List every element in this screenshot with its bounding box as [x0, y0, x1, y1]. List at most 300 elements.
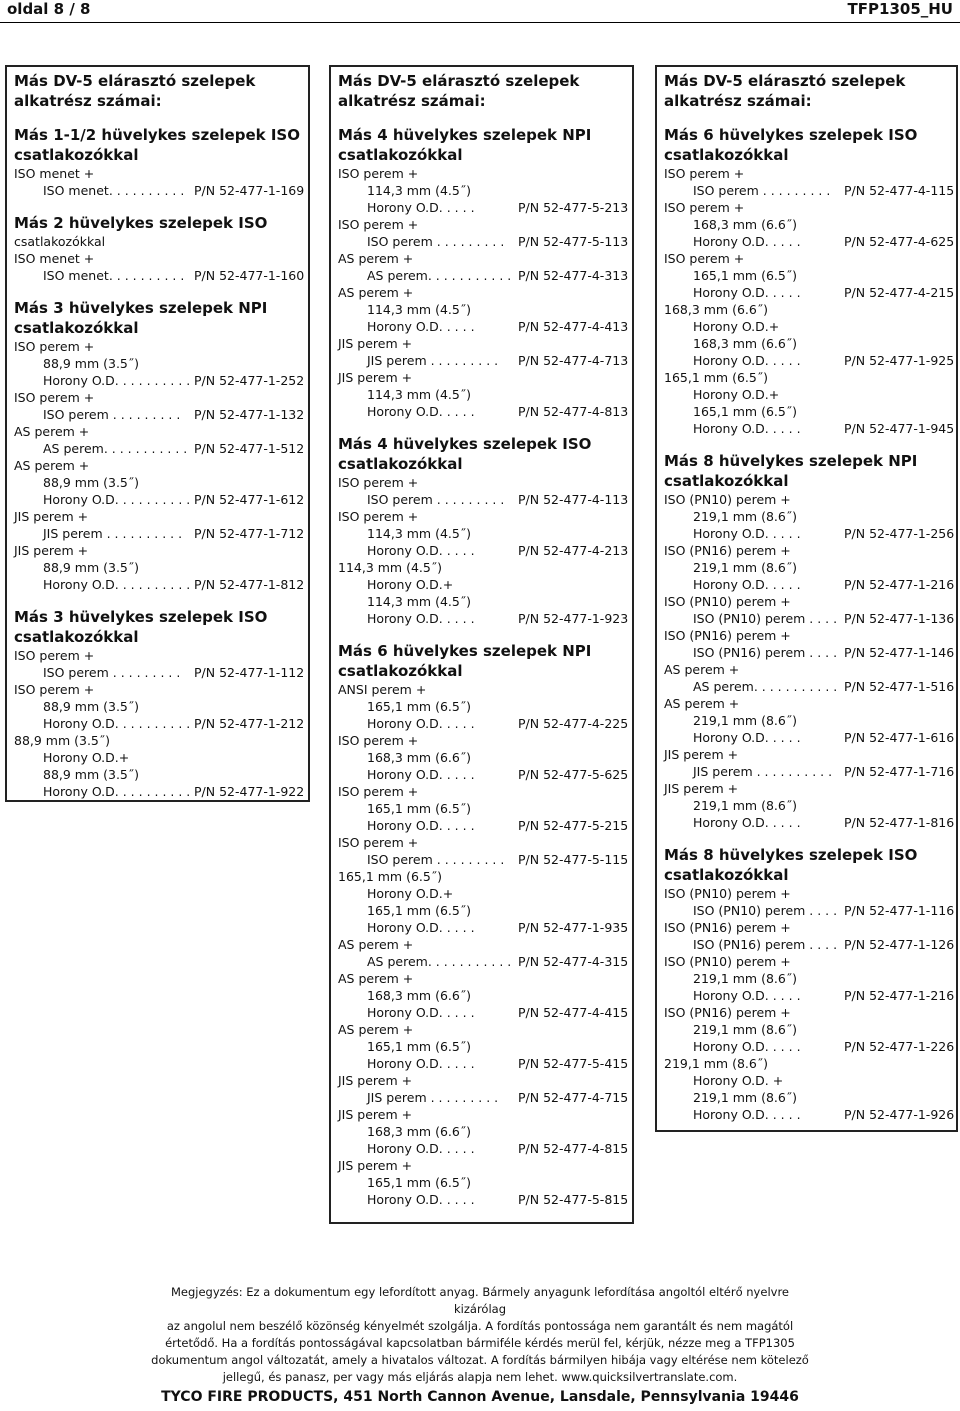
part-line [664, 369, 956, 386]
part-number: P/N 52-477-1-216 [844, 577, 955, 592]
part-line [664, 165, 956, 182]
part-label: ISO (PN16) perem + [664, 543, 791, 558]
part-label: 219,1 mm (8.6˝) [664, 1056, 768, 1071]
part-line [338, 732, 632, 749]
part-line [664, 780, 956, 797]
part-label: ISO perem . . . . . . . . . [693, 183, 831, 198]
parts-column-3 [655, 65, 958, 1132]
part-label: Horony O.D. . . . . [367, 767, 475, 782]
part-label: ISO menet + [14, 251, 95, 266]
part-label: ISO perem . . . . . . . . . [367, 234, 505, 249]
part-number: P/N 52-477-5-625 [518, 767, 629, 782]
part-line [664, 1106, 956, 1123]
part-line [664, 576, 956, 593]
part-label: Horony O.D. . . . . [693, 1039, 801, 1054]
part-line [664, 559, 956, 576]
part-label: 165,1 mm (6.5˝) [367, 1175, 471, 1190]
part-label: JIS perem + [14, 543, 89, 558]
part-line [664, 712, 956, 729]
part-label: Horony O.D. . . . . [367, 920, 475, 935]
part-line [338, 715, 632, 732]
part-line [664, 301, 956, 318]
part-label: 219,1 mm (8.6˝) [693, 798, 797, 813]
section-title: alkatrész számai: [14, 92, 162, 110]
part-label: JIS perem + [338, 370, 413, 385]
part-line [664, 936, 956, 953]
part-label: Horony O.D. . . . . . . . . . [43, 784, 191, 799]
part-label: ISO perem . . . . . . . . . [43, 407, 181, 422]
part-line [14, 250, 308, 267]
part-line [664, 610, 956, 627]
part-line [338, 335, 632, 352]
part-label: ISO perem . . . . . . . . . [43, 665, 181, 680]
part-line [664, 216, 956, 233]
note-line: az angolul nem beszélő közönség kényelmét szolgálja. A fordítás pontossága nem garantált és nem magától [166, 1319, 794, 1333]
part-line [14, 338, 308, 355]
part-label: ISO (PN16) perem + [664, 1005, 791, 1020]
part-label: 168,3 mm (6.6˝) [367, 988, 471, 1003]
part-line [14, 715, 308, 732]
part-label: Horony O.D. . . . . [693, 577, 801, 592]
part-label: ISO perem + [338, 835, 419, 850]
part-line [338, 1072, 632, 1089]
part-label: 165,1 mm (6.5˝) [367, 903, 471, 918]
section-gap [664, 831, 956, 845]
part-label: 88,9 mm (3.5˝) [43, 699, 140, 714]
part-label: JIS perem + [338, 1107, 413, 1122]
page-number: oldal 8 / 8 [7, 0, 91, 18]
section-title: Más 6 hüvelykes szelepek NPI [338, 642, 592, 660]
part-line [338, 216, 632, 233]
part-label: 114,3 mm (4.5˝) [367, 302, 471, 317]
part-label: 165,1 mm (6.5˝) [367, 1039, 471, 1054]
part-label: JIS perem . . . . . . . . . [367, 353, 499, 368]
part-number: P/N 52-477-5-115 [518, 852, 629, 867]
section-title: Más 8 hüvelykes szelepek NPI [664, 452, 918, 470]
part-label: AS perem + [338, 971, 414, 986]
part-number: P/N 52-477-5-213 [518, 200, 629, 215]
document-code: TFP1305_HU [847, 0, 953, 18]
part-label: ISO perem + [338, 784, 419, 799]
part-label: AS perem + [338, 285, 414, 300]
part-line [14, 508, 308, 525]
part-label: 219,1 mm (8.6˝) [693, 560, 797, 575]
part-label: Horony O.D. . . . . [367, 200, 475, 215]
part-label: AS perem. . . . . . . . . . . [693, 679, 838, 694]
part-line [664, 593, 956, 610]
section-title: Más 8 hüvelykes szelepek ISO [664, 846, 918, 864]
part-label: csatlakozókkal [14, 234, 106, 249]
part-label: 88,9 mm (3.5˝) [43, 356, 140, 371]
part-line [14, 457, 308, 474]
part-line [338, 800, 632, 817]
part-line [338, 165, 632, 182]
part-number: P/N 52-477-5-415 [518, 1056, 629, 1071]
section-title: Más 2 hüvelykes szelepek ISO [14, 214, 268, 232]
part-line [338, 749, 632, 766]
part-label: ISO perem + [338, 475, 419, 490]
section-title: csatlakozókkal [338, 455, 463, 473]
part-number: P/N 52-477-1-712 [194, 526, 305, 541]
section-title: csatlakozókkal [664, 146, 789, 164]
section-title: Más 3 hüvelykes szelepek NPI [14, 299, 268, 317]
section-title: Más 1-1/2 hüvelykes szelepek ISO [14, 126, 300, 144]
part-label: ISO perem + [338, 733, 419, 748]
part-label: AS perem + [14, 424, 90, 439]
part-label: Horony O.D. . . . . [693, 730, 801, 745]
part-line [664, 1055, 956, 1072]
section-gap [14, 593, 308, 607]
part-number: P/N 52-477-5-815 [518, 1192, 629, 1207]
part-number: P/N 52-477-1-516 [844, 679, 955, 694]
part-line [338, 576, 632, 593]
part-line [664, 335, 956, 352]
part-label: Horony O.D. . . . . . . . . . [43, 716, 191, 731]
part-number: P/N 52-477-1-935 [518, 920, 629, 935]
part-label: 114,3 mm (4.5˝) [367, 594, 471, 609]
part-label: ISO perem + [338, 509, 419, 524]
part-number: P/N 52-477-4-313 [518, 268, 629, 283]
part-line [14, 576, 308, 593]
part-line [338, 1055, 632, 1072]
part-line [14, 647, 308, 664]
part-line [338, 902, 632, 919]
part-number: P/N 52-477-1-136 [844, 611, 955, 626]
part-label: AS perem + [664, 662, 740, 677]
part-line [338, 1123, 632, 1140]
part-label: ISO perem . . . . . . . . . [367, 492, 505, 507]
part-line [14, 766, 308, 783]
part-line [338, 698, 632, 715]
part-line [14, 267, 308, 284]
part-line [14, 233, 308, 250]
part-label: Horony O.D. . . . . . . . . . [43, 577, 191, 592]
part-line [664, 199, 956, 216]
part-label: AS perem. . . . . . . . . . . [43, 441, 188, 456]
part-line [338, 817, 632, 834]
part-number: P/N 52-477-4-715 [518, 1090, 629, 1105]
section-title: alkatrész számai: [338, 92, 486, 110]
part-line [338, 953, 632, 970]
part-label: AS perem + [338, 937, 414, 952]
part-number: P/N 52-477-4-813 [518, 404, 629, 419]
part-line [338, 233, 632, 250]
part-label: ISO (PN10) perem + [664, 594, 791, 609]
part-label: JIS perem + [338, 1158, 413, 1173]
part-line [338, 491, 632, 508]
part-label: ISO perem + [338, 217, 419, 232]
note-line: dokumentum angol változatát, amely a hivatalos változat. A fordítás bármilyen hibája vagy eltérése nem kötelező [151, 1353, 809, 1367]
part-line [338, 474, 632, 491]
section-title: csatlakozókkal [338, 146, 463, 164]
part-line [338, 369, 632, 386]
part-label: ISO perem + [14, 648, 95, 663]
part-line [664, 644, 956, 661]
part-number: P/N 52-477-1-923 [518, 611, 629, 626]
section-title: csatlakozókkal [14, 628, 139, 646]
part-label: Horony O.D. . . . . [367, 716, 475, 731]
part-label: AS perem + [338, 1022, 414, 1037]
part-label: ISO perem + [14, 682, 95, 697]
part-number: P/N 52-477-1-256 [844, 526, 955, 541]
part-line [664, 661, 956, 678]
part-line [338, 987, 632, 1004]
part-number: P/N 52-477-1-146 [844, 645, 955, 660]
part-line [338, 681, 632, 698]
note-line: értetődő. Ha a fordítás pontosságával kapcsolatban bármiféle kérdés merül fel, kérjük, nézze meg a TFP1305 [165, 1336, 795, 1350]
part-line [664, 729, 956, 746]
part-label: 165,1 mm (6.5˝) [367, 801, 471, 816]
part-line [338, 1106, 632, 1123]
part-label: JIS perem + [338, 336, 413, 351]
part-label: Horony O.D. . . . . [693, 526, 801, 541]
part-line [338, 559, 632, 576]
part-line [338, 250, 632, 267]
part-number: P/N 52-477-1-716 [844, 764, 955, 779]
part-number: P/N 52-477-1-216 [844, 988, 955, 1003]
part-line [14, 355, 308, 372]
part-label: Horony O.D. . . . . [367, 1141, 475, 1156]
part-number: P/N 52-477-4-215 [844, 285, 955, 300]
part-line [14, 783, 308, 800]
part-label: 88,9 mm (3.5˝) [43, 767, 140, 782]
part-line [338, 1089, 632, 1106]
part-line [338, 1140, 632, 1157]
part-label: 168,3 mm (6.6˝) [367, 750, 471, 765]
part-label: 168,3 mm (6.6˝) [693, 336, 797, 351]
part-line [338, 386, 632, 403]
part-label: Horony O.D.+ [43, 750, 130, 765]
page-header [0, 0, 960, 22]
part-label: Horony O.D. . . . . [367, 818, 475, 833]
part-number: P/N 52-477-5-113 [518, 234, 629, 249]
section-title: Más DV-5 elárasztó szelepek [14, 72, 256, 90]
part-line [664, 1072, 956, 1089]
part-number: P/N 52-477-4-315 [518, 954, 629, 969]
part-number: P/N 52-477-4-225 [518, 716, 629, 731]
part-label: Horony O.D. . . . . . . . . . [43, 492, 191, 507]
part-label: ISO menet + [14, 166, 95, 181]
part-line [664, 250, 956, 267]
part-line [338, 267, 632, 284]
part-line [664, 386, 956, 403]
part-label: JIS perem + [664, 747, 739, 762]
part-line [14, 406, 308, 423]
part-line [338, 525, 632, 542]
part-line [338, 318, 632, 335]
part-line [664, 746, 956, 763]
part-label: JIS perem . . . . . . . . . . [43, 526, 183, 541]
part-label: ISO perem + [664, 166, 745, 181]
part-number: P/N 52-477-1-816 [844, 815, 955, 830]
part-number: P/N 52-477-1-945 [844, 421, 955, 436]
part-number: P/N 52-477-1-616 [844, 730, 955, 745]
part-number: P/N 52-477-1-612 [194, 492, 305, 507]
parts-column-2 [329, 65, 634, 1224]
part-number: P/N 52-477-1-812 [194, 577, 305, 592]
section-title: alkatrész számai: [664, 92, 812, 110]
part-line [664, 1021, 956, 1038]
part-label: ISO perem + [14, 339, 95, 354]
part-line [664, 627, 956, 644]
part-number: P/N 52-477-4-213 [518, 543, 629, 558]
part-number: P/N 52-477-4-115 [844, 183, 955, 198]
part-line [664, 814, 956, 831]
part-line [14, 372, 308, 389]
section-title: Más DV-5 elárasztó szelepek [338, 72, 580, 90]
part-line [664, 953, 956, 970]
part-line [14, 525, 308, 542]
part-number: P/N 52-477-4-815 [518, 1141, 629, 1156]
part-label: ISO perem + [14, 390, 95, 405]
part-label: 219,1 mm (8.6˝) [693, 1022, 797, 1037]
part-line [338, 851, 632, 868]
part-number: P/N 52-477-1-925 [844, 353, 955, 368]
section-title: csatlakozókkal [664, 472, 789, 490]
part-label: 165,1 mm (6.5˝) [693, 268, 797, 283]
part-number: P/N 52-477-4-415 [518, 1005, 629, 1020]
part-label: AS perem. . . . . . . . . . . [367, 954, 512, 969]
part-label: 114,3 mm (4.5˝) [367, 526, 471, 541]
part-number: P/N 52-477-1-116 [844, 903, 955, 918]
part-line [338, 508, 632, 525]
part-label: AS perem + [338, 251, 414, 266]
section-title: csatlakozókkal [338, 662, 463, 680]
part-number: P/N 52-477-1-212 [194, 716, 305, 731]
part-label: Horony O.D.+ [693, 387, 780, 402]
part-line [14, 749, 308, 766]
parts-column-1 [5, 65, 310, 802]
header-divider [0, 22, 960, 23]
part-label: ISO (PN10) perem . . . . [693, 611, 838, 626]
part-line [664, 284, 956, 301]
part-label: JIS perem . . . . . . . . . . [693, 764, 833, 779]
part-line [338, 868, 632, 885]
part-line [338, 284, 632, 301]
part-line [14, 491, 308, 508]
part-label: 168,3 mm (6.6˝) [693, 217, 797, 232]
part-line [664, 1004, 956, 1021]
part-label: Horony O.D. . . . . [693, 421, 801, 436]
part-line [338, 593, 632, 610]
part-label: ISO (PN16) perem . . . . [693, 937, 838, 952]
part-line [664, 420, 956, 437]
section-gap [664, 437, 956, 451]
part-label: ISO (PN10) perem . . . . [693, 903, 838, 918]
part-line [338, 1021, 632, 1038]
part-line [14, 389, 308, 406]
part-label: Horony O.D. . . . . [367, 1005, 475, 1020]
part-label: ISO perem + [664, 251, 745, 266]
part-label: 114,3 mm (4.5˝) [367, 183, 471, 198]
part-number: P/N 52-477-1-160 [194, 268, 305, 283]
part-line [14, 440, 308, 457]
part-line [14, 732, 308, 749]
part-line [664, 491, 956, 508]
part-number: P/N 52-477-5-215 [518, 818, 629, 833]
part-label: Horony O.D. . . . . [693, 815, 801, 830]
section-title: Más DV-5 elárasztó szelepek [664, 72, 906, 90]
section-gap [338, 420, 632, 434]
part-number: P/N 52-477-1-226 [844, 1039, 955, 1054]
part-label: 165,1 mm (6.5˝) [367, 699, 471, 714]
part-label: 114,3 mm (4.5˝) [338, 560, 442, 575]
part-label: Horony O.D.+ [367, 886, 454, 901]
part-label: Horony O.D. + [693, 1073, 784, 1088]
part-label: ISO (PN16) perem + [664, 628, 791, 643]
part-label: Horony O.D. . . . . [693, 1107, 801, 1122]
part-line [338, 936, 632, 953]
part-label: 88,9 mm (3.5˝) [14, 733, 111, 748]
part-label: AS perem. . . . . . . . . . . [367, 268, 512, 283]
part-line [14, 681, 308, 698]
part-label: Horony O.D. . . . . [693, 353, 801, 368]
part-number: P/N 52-477-1-132 [194, 407, 305, 422]
part-line [338, 1004, 632, 1021]
part-line [338, 766, 632, 783]
translation-note [150, 1284, 810, 1386]
part-label: Horony O.D. . . . . [693, 988, 801, 1003]
part-label: ISO menet. . . . . . . . . . [43, 183, 185, 198]
part-number: P/N 52-477-1-922 [194, 784, 305, 799]
part-line [14, 182, 308, 199]
part-line [338, 970, 632, 987]
part-label: Horony O.D. . . . . [367, 611, 475, 626]
part-label: JIS perem + [14, 509, 89, 524]
section-gap [664, 111, 956, 125]
part-number: P/N 52-477-4-713 [518, 353, 629, 368]
part-label: Horony O.D. . . . . . . . . . [43, 373, 191, 388]
part-line [338, 783, 632, 800]
part-label: Horony O.D. . . . . [693, 234, 801, 249]
part-label: 219,1 mm (8.6˝) [693, 713, 797, 728]
part-line [664, 508, 956, 525]
part-label: ISO (PN16) perem . . . . [693, 645, 838, 660]
part-line [338, 834, 632, 851]
section-title: csatlakozókkal [14, 146, 139, 164]
section-title: Más 4 hüvelykes szelepek NPI [338, 126, 592, 144]
part-label: Horony O.D.+ [367, 577, 454, 592]
part-line [664, 352, 956, 369]
part-number: P/N 52-477-1-252 [194, 373, 305, 388]
section-gap [338, 111, 632, 125]
part-label: ISO (PN10) perem + [664, 886, 791, 901]
part-line [664, 267, 956, 284]
part-label: Horony O.D. . . . . [367, 404, 475, 419]
part-label: AS perem + [14, 458, 90, 473]
part-label: 219,1 mm (8.6˝) [693, 1090, 797, 1105]
part-label: 165,1 mm (6.5˝) [664, 370, 768, 385]
part-line [664, 970, 956, 987]
part-number: P/N 52-477-1-169 [194, 183, 305, 198]
part-line [338, 301, 632, 318]
part-label: 88,9 mm (3.5˝) [43, 560, 140, 575]
part-label: ISO (PN10) perem + [664, 954, 791, 969]
part-number: P/N 52-477-1-126 [844, 937, 955, 952]
part-line [664, 987, 956, 1004]
part-label: Horony O.D. . . . . [367, 319, 475, 334]
section-title: csatlakozókkal [14, 319, 139, 337]
part-line [664, 763, 956, 780]
part-line [664, 233, 956, 250]
section-gap [14, 111, 308, 125]
part-number: P/N 52-477-4-413 [518, 319, 629, 334]
part-line [338, 182, 632, 199]
part-label: ISO perem + [664, 200, 745, 215]
part-line [338, 1174, 632, 1191]
part-label: Horony O.D. . . . . [367, 543, 475, 558]
part-line [14, 698, 308, 715]
